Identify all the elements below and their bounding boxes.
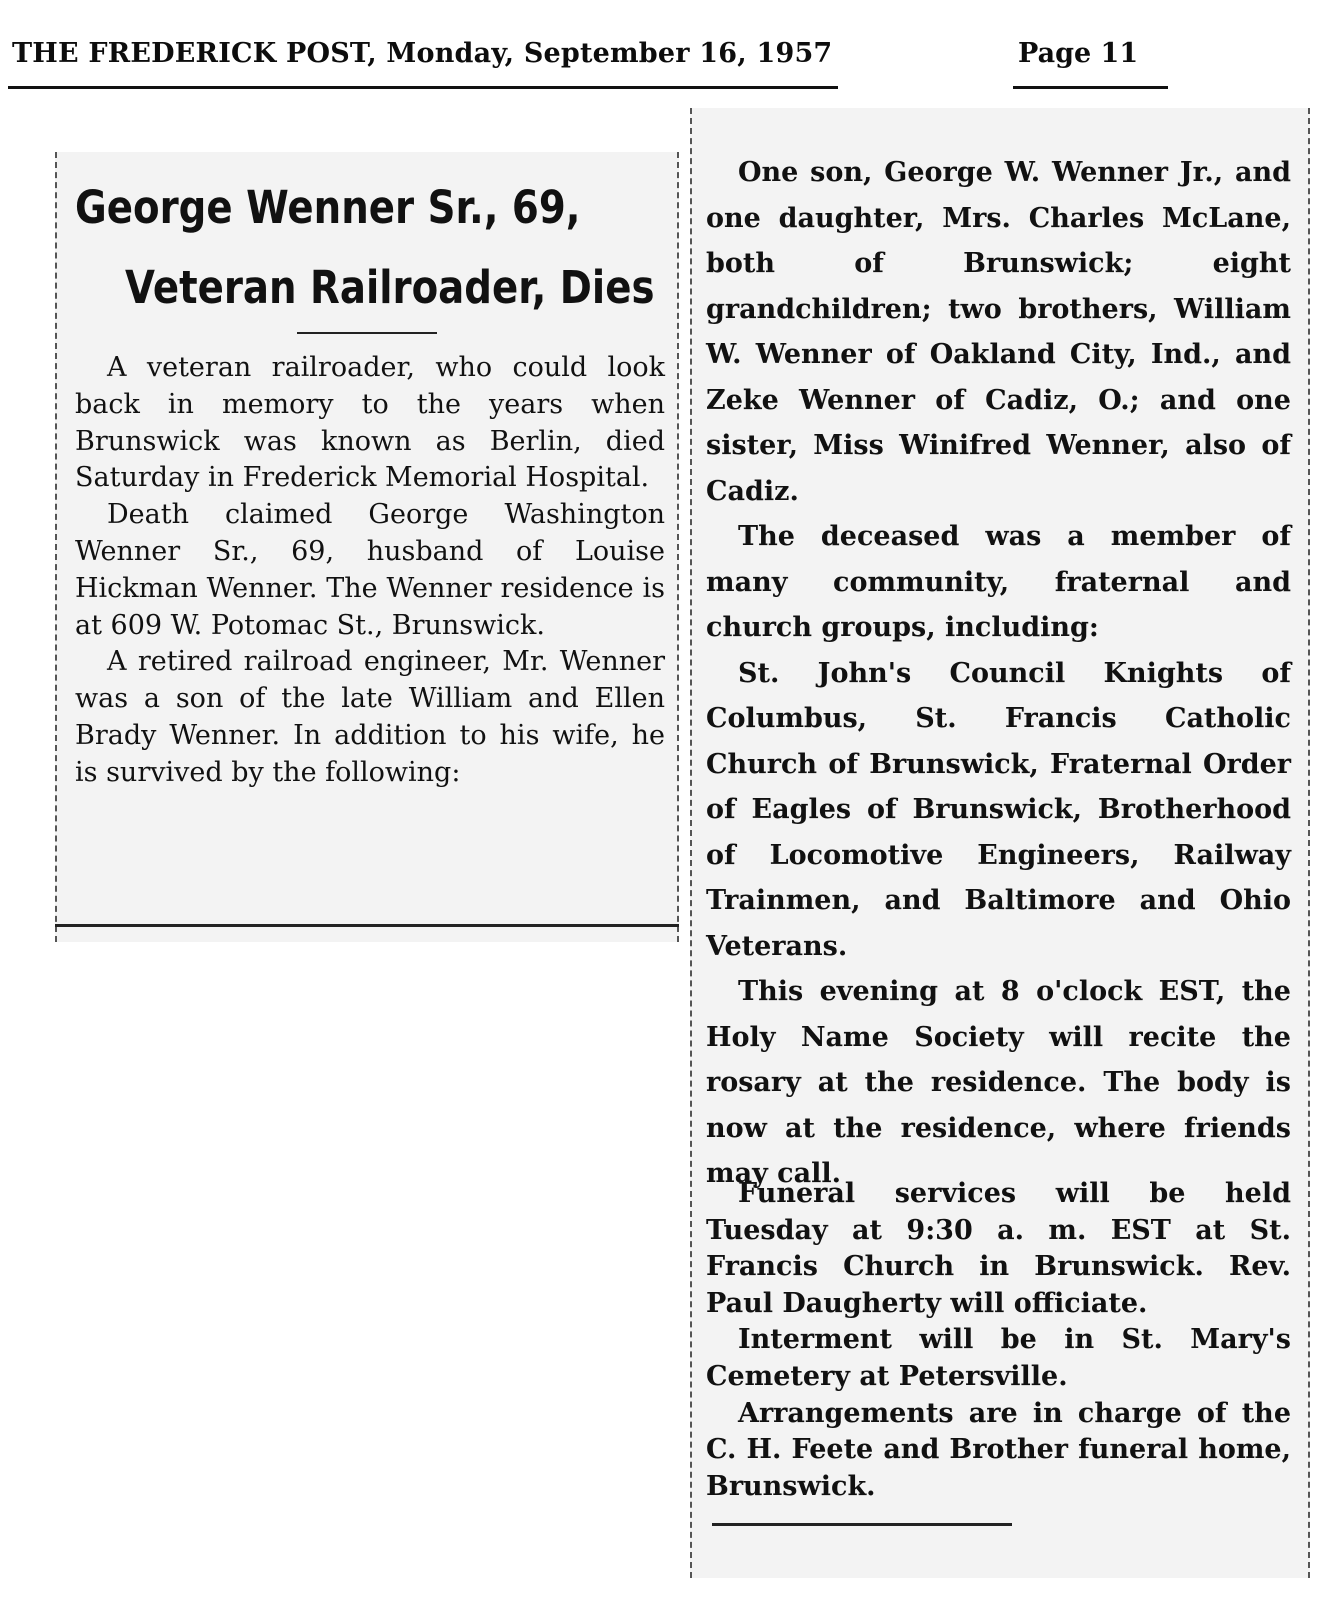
left-column-end-rule bbox=[55, 924, 679, 927]
paragraph: Interment will be in St. Mary's Cemetery at Petersville. bbox=[706, 1324, 1291, 1392]
headline-line-2: Veteran Railroader, Dies bbox=[125, 261, 655, 314]
paragraph: A veteran railroader, who could look back in memory to the years when Brunswick was known as Berlin, died Saturday in Frederick Memorial Hospital. bbox=[75, 352, 665, 494]
clipping-left-column bbox=[55, 152, 679, 942]
clipping-right-column bbox=[690, 108, 1310, 1578]
masthead bbox=[8, 38, 1168, 86]
masthead-rule bbox=[8, 86, 838, 89]
paragraph: St. John's Council Knights of Columbus, St. Francis Catholic Church of Brunswick, Fraternal Order of Eagles of Brunswick, Brotherhood of Locomotive Engineers, Railway Trainmen, and Baltimore and Ohio Veterans. bbox=[706, 657, 1291, 962]
article-body-right-upper bbox=[706, 150, 1291, 1197]
article-body-right-lower bbox=[706, 1176, 1291, 1505]
article-end-rule bbox=[712, 1523, 1012, 1526]
paragraph: Funeral services will be held Tuesday at 9:30 a. m. EST at St. Francis Church in Brunswick. Rev. Paul Daugherty will officiate. bbox=[706, 1178, 1291, 1319]
page-number: Page 11 bbox=[1018, 38, 1139, 69]
headline-divider bbox=[297, 332, 437, 334]
paragraph: Death claimed George Washington Wenner Sr., 69, husband of Louise Hickman Wenner. The Wenner residence is at 609 W. Potomac St., Brunswick. bbox=[75, 499, 665, 641]
masthead-title: THE FREDERICK POST, Monday, September 16, 1957 bbox=[12, 38, 833, 69]
paragraph: The deceased was a member of many community, fraternal and church groups, including: bbox=[706, 521, 1291, 643]
paragraph: A retired railroad engineer, Mr. Wenner was a son of the late William and Ellen Brady Wenner. In addition to his wife, he is survived by the following: bbox=[75, 646, 665, 788]
page-number-rule bbox=[1013, 86, 1168, 89]
paragraph: Arrangements are in charge of the C. H. Feete and Brother funeral home, Brunswick. bbox=[706, 1397, 1291, 1502]
headline-line-1: George Wenner Sr., 69, bbox=[75, 181, 581, 234]
paragraph: This evening at 8 o'clock EST, the Holy Name Society will recite the rosary at the residence. The body is now at the residence, where friends may call. bbox=[706, 976, 1291, 1189]
article-body-left bbox=[75, 350, 665, 792]
paragraph: One son, George W. Wenner Jr., and one daughter, Mrs. Charles McLane, both of Brunswick; eight grandchildren; two brothers, William W. Wenner of Oakland City, Ind., and Zeke Wenner of Cadiz, O.; and one sister, Miss Winifred Wenner, also of Cadiz. bbox=[706, 157, 1291, 507]
